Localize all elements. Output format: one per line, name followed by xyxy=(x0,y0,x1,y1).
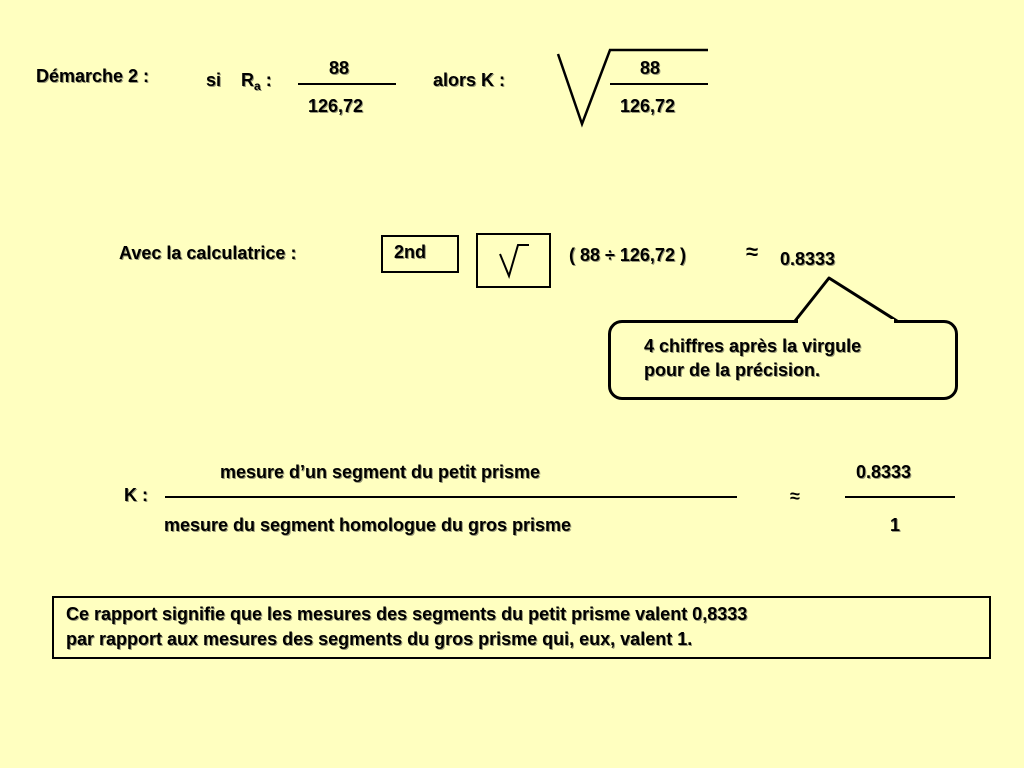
ratio-approx-symbol: ≈ xyxy=(790,486,800,506)
callout-line-1: 4 chiffres après la virgule xyxy=(644,336,862,356)
ratio-k-label: K : xyxy=(124,485,148,505)
si-word: si xyxy=(206,70,222,90)
calc-expression: ( 88 ÷ 126,72 ) xyxy=(569,245,686,265)
ratio-fraction-bar xyxy=(165,496,737,498)
ratio-right-bar xyxy=(845,496,955,498)
calculator-label: Avec la calculatrice : xyxy=(119,243,297,263)
fraction1-bar xyxy=(298,83,396,85)
fraction2-denominator: 126,72 xyxy=(620,96,676,116)
ratio-right-denominator: 1 xyxy=(890,515,901,535)
ra-colon: : xyxy=(265,70,272,90)
calc-result: 0.8333 xyxy=(780,249,836,269)
fraction1-denominator: 126,72 xyxy=(308,96,364,116)
conclusion-line-2: par rapport aux mesures des segments du gros prisme qui, eux, valent 1. xyxy=(66,629,693,649)
ratio-right-numerator: 0.8333 xyxy=(856,462,912,482)
r-subscript: a xyxy=(254,79,261,93)
callout-tail-icon xyxy=(795,278,897,321)
fraction1-numerator: 88 xyxy=(329,58,350,78)
key-sqrt-box xyxy=(476,233,551,288)
fraction2-numerator: 88 xyxy=(640,58,661,78)
ratio-numerator: mesure d’un segment du petit prisme xyxy=(220,462,541,482)
key-2nd-box xyxy=(381,235,459,273)
key-2nd-label: 2nd xyxy=(394,242,427,262)
fraction2-bar xyxy=(610,83,708,85)
calc-approx-symbol: ≈ xyxy=(746,239,759,264)
step-label: Démarche 2 : xyxy=(36,66,150,86)
conclusion-line-1: Ce rapport signifie que les mesures des segments du petit prisme valent 0,8333 xyxy=(66,604,748,624)
ratio-denominator: mesure du segment homologue du gros prisme xyxy=(164,515,572,535)
callout-line-2: pour de la précision. xyxy=(644,360,821,380)
alors-k: alors K : xyxy=(433,70,506,90)
conclusion-box xyxy=(52,596,991,659)
r-letter: R xyxy=(241,70,254,90)
ra-variable xyxy=(241,70,272,96)
